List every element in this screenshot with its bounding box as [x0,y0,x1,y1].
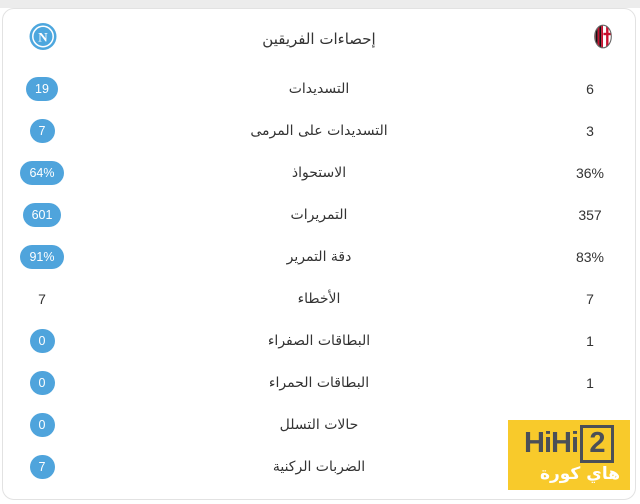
away-team-value: 1 [586,375,594,391]
stat-label: التمريرات [290,207,348,223]
home-team-value [17,291,67,307]
watermark-subtitle: هاي كورة [539,463,620,484]
home-value-pill: 0 [30,329,55,353]
home-value-pill: 7 [30,455,55,479]
stats-header [3,9,635,68]
stat-label: البطاقات الحمراء [268,375,370,391]
watermark-brand-digit: 2 [580,425,614,463]
page-top-strip [0,0,640,8]
stat-label: الاستحواذ [291,165,347,181]
away-team-value: 6 [586,81,594,97]
home-value-pill: 19 [26,77,58,101]
away-team-value: 83% [575,249,605,265]
home-team-value [17,455,67,479]
stat-label: البطاقات الصفراء [267,333,371,349]
stat-row [3,110,635,152]
away-team-value: 1 [586,333,594,349]
home-value-pill: 0 [30,413,55,437]
stat-row [3,278,635,320]
home-team-value [17,161,67,185]
away-team-value: 357 [578,207,602,223]
stat-row [3,362,635,404]
stat-row [3,152,635,194]
away-team-value: 36% [575,165,605,181]
stat-row [3,194,635,236]
away-team-value: 3 [586,123,594,139]
home-value-pill: 64% [20,161,63,185]
stat-label: الأخطاء [297,291,341,307]
home-value-pill: 7 [30,119,55,143]
stat-label: التسديدات [288,81,350,97]
stat-label: دقة التمرير [286,249,352,265]
stats-title: إحصاءات الفريقين [262,29,376,48]
stat-label: حالات التسلل [279,417,359,433]
home-value-pill: 91% [20,245,63,269]
home-team-value [17,329,67,353]
home-value-text: 7 [38,291,46,307]
stat-row [3,320,635,362]
stat-label: الضربات الركنية [272,459,366,475]
home-team-value [17,119,67,143]
home-team-value [17,413,67,437]
home-team-value [17,203,67,227]
milan-logo-icon [594,24,612,53]
home-value-pill: 601 [23,203,62,227]
home-team-value [17,371,67,395]
home-team-value [17,77,67,101]
away-team-value: 7 [586,291,594,307]
stat-row [3,68,635,110]
hihi2-watermark [508,420,630,490]
watermark-brand-text: HiHi [524,427,578,460]
svg-text:N: N [38,28,48,44]
stat-label: التسديدات على المرمى [250,123,388,139]
stat-row [3,236,635,278]
watermark-brand [514,425,624,463]
home-value-pill: 0 [30,371,55,395]
home-team-value [17,245,67,269]
